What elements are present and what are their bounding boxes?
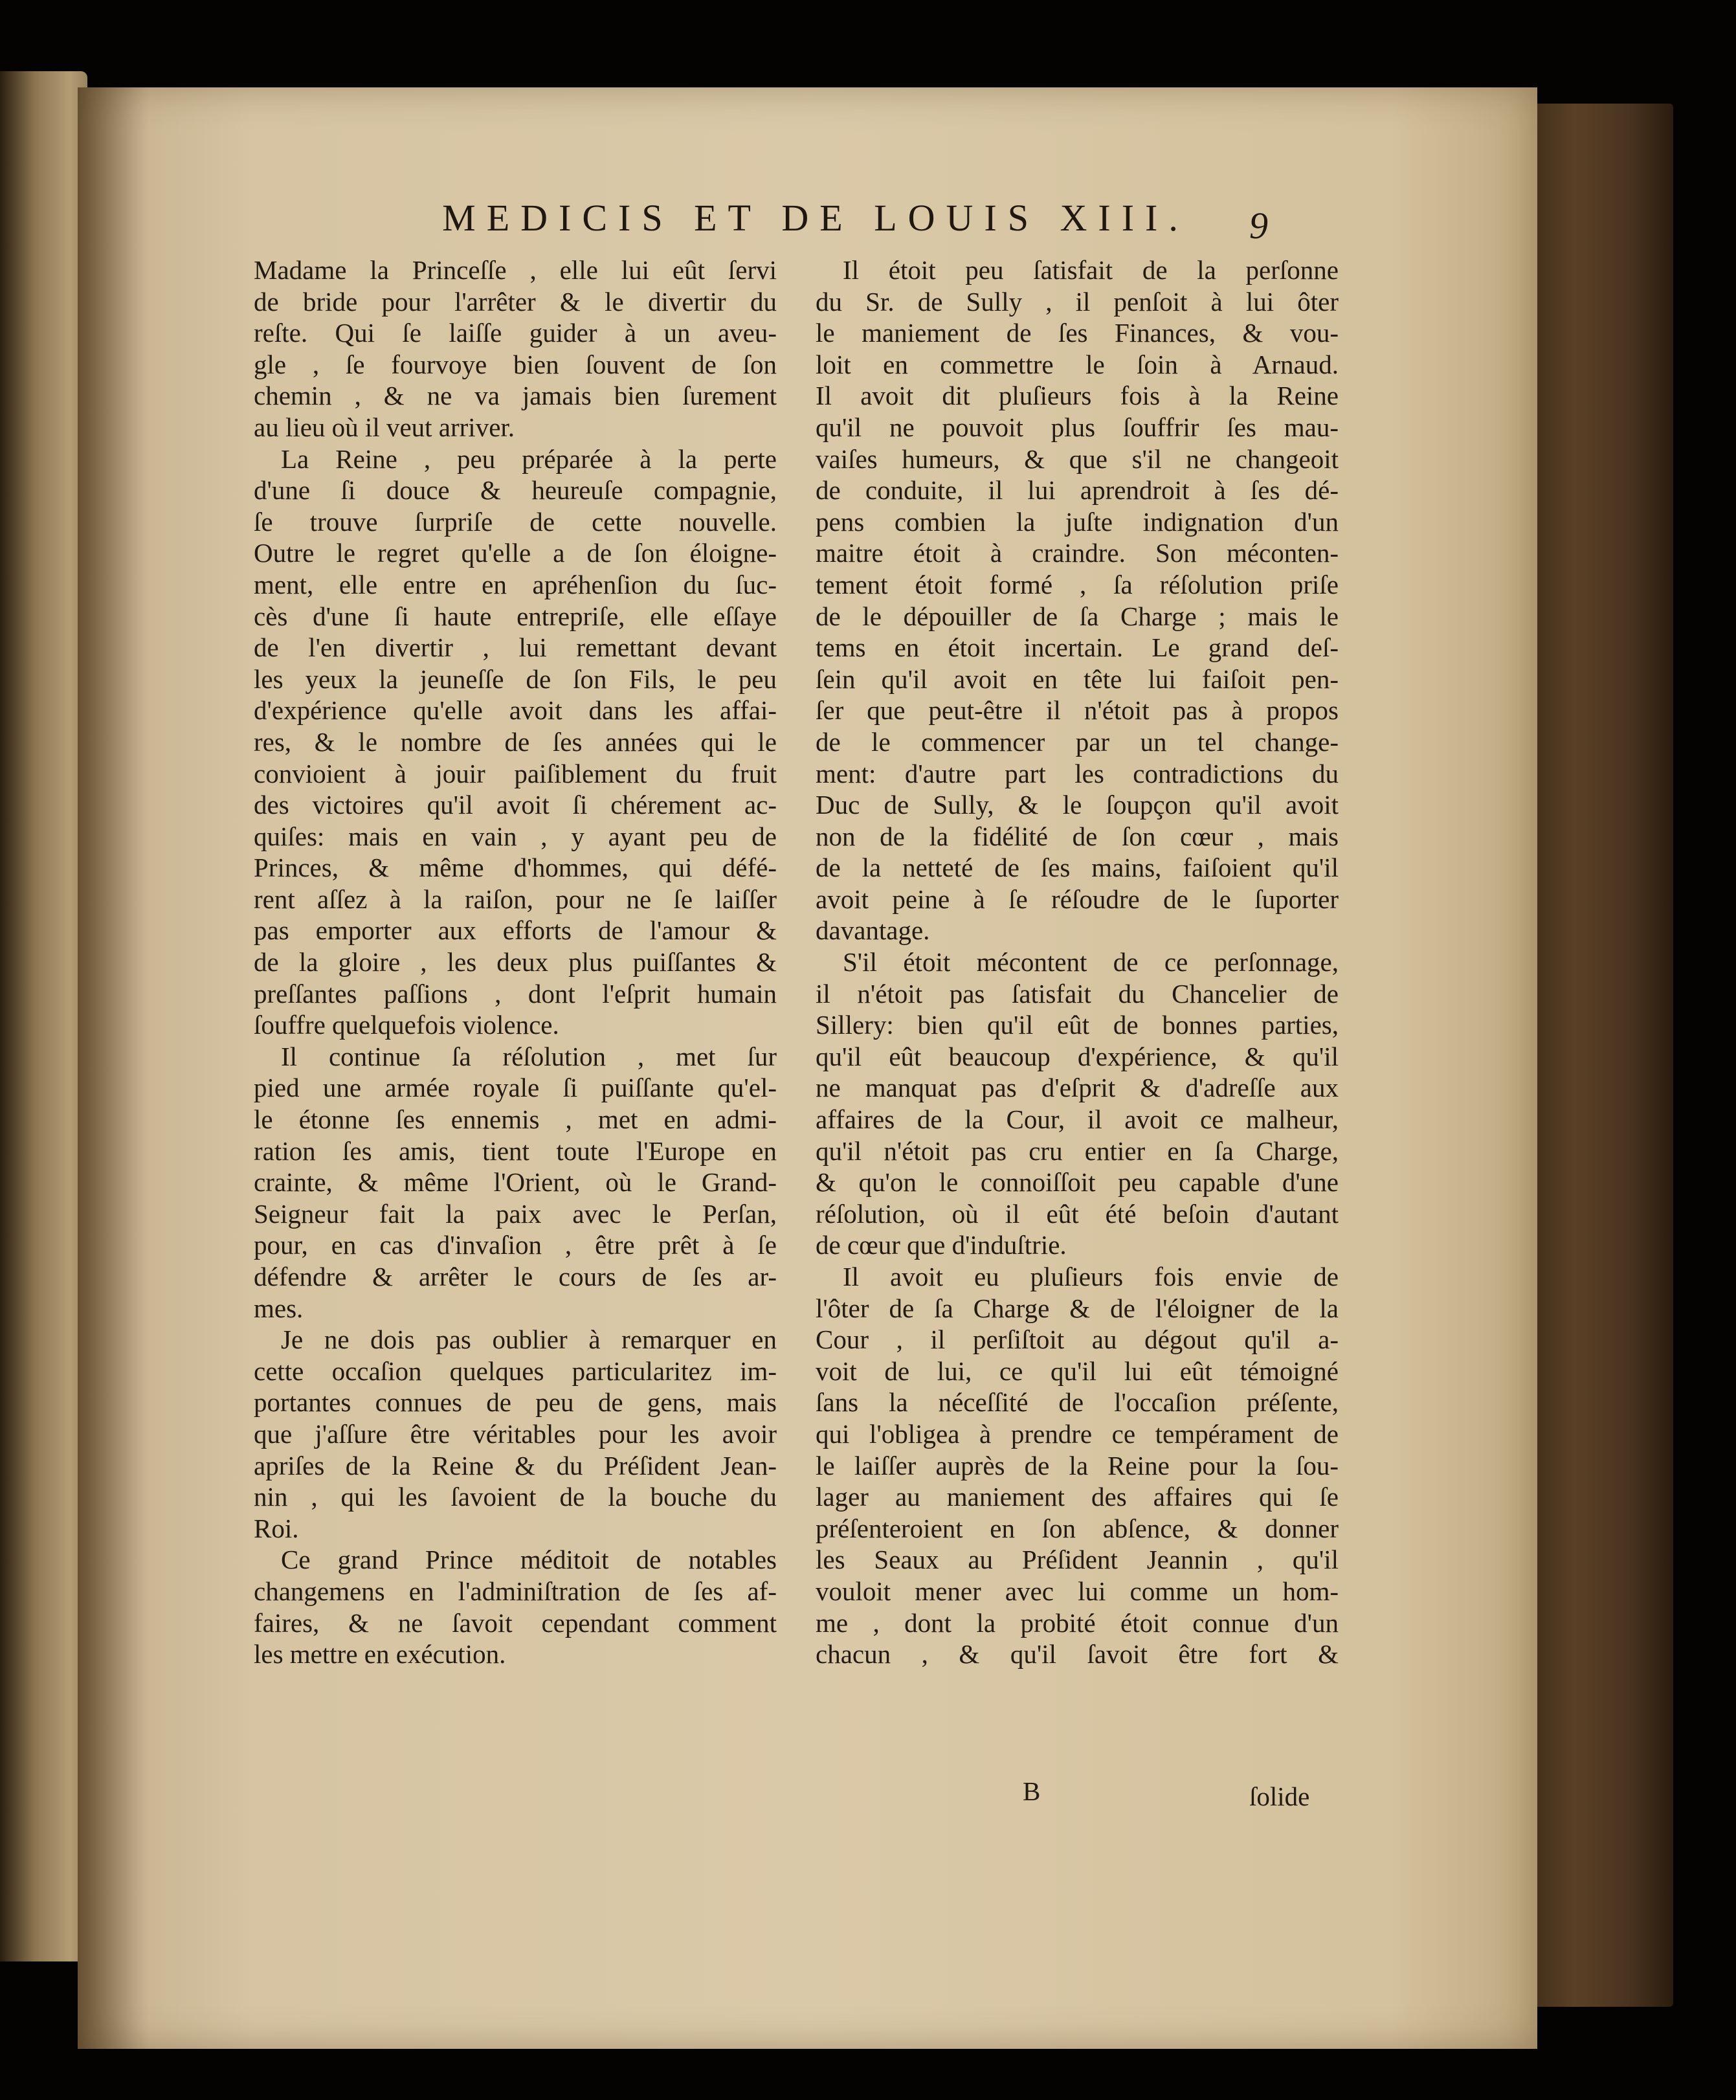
text-line: Duc de Sully, & le ſoupçon qu'il avoit (816, 790, 1339, 820)
text-line: qu'il eût beaucoup d'expérience, & qu'il (816, 1041, 1339, 1071)
text-line: des victoires qu'il avoit ſi chérement ac- (254, 790, 777, 820)
text-line: les Seaux au Préſident Jeannin , qu'il (816, 1545, 1339, 1575)
text-line: le laiſſer auprès de la Reine pour la ſou- (816, 1450, 1339, 1480)
text-line: vaiſes humeurs, & que s'il ne changeoit (816, 443, 1339, 474)
text-line: chacun , & qu'il ſavoit être fort & (816, 1639, 1339, 1670)
text-line: crainte, & même l'Orient, où le Grand- (254, 1167, 777, 1198)
book-cover-edge (1521, 104, 1673, 2007)
text-line: maitre étoit à craindre. Son méconten- (816, 538, 1339, 568)
text-line: Cour , il perſiſtoit au dégout qu'il a- (816, 1324, 1339, 1355)
text-line: Il avoit dit pluſieurs fois à la Reine (816, 381, 1339, 411)
text-line: S'il étoit mécontent de ce perſonnage, (843, 947, 1339, 977)
running-head: MEDICIS ET DE LOUIS XIII. (442, 197, 1189, 239)
text-line: de la netteté de ſes mains, faiſoient qu'il (816, 853, 1339, 883)
text-line: tems en étoit incertain. Le grand deſ- (816, 632, 1339, 663)
text-line: que j'aſſure être véritables pour les avoir (254, 1418, 777, 1449)
text-line: pens combien la juſte indignation d'un (816, 506, 1339, 537)
text-line: qu'il n'étoit pas cru entier en ſa Charge, (816, 1135, 1339, 1166)
text-line: le étonne ſes ennemis , met en admi- (254, 1104, 777, 1135)
text-line: res, & le nombre de ſes années qui le (254, 726, 777, 757)
text-line: pour, en cas d'invaſion , être prêt à ſe (254, 1230, 777, 1260)
text-line: qui l'obligea à prendre ce tempérament de (816, 1418, 1339, 1449)
text-line: Roi. (254, 1513, 299, 1543)
text-line: ſein qu'il avoit en tête lui faiſoit pen- (816, 664, 1339, 694)
text-line: qu'il ne pouvoit plus ſouffrir ſes mau- (816, 412, 1339, 442)
text-line: l'ôter de ſa Charge & de l'éloigner de la (816, 1293, 1339, 1323)
text-line: convioient à jouir paiſiblement du fruit (254, 758, 777, 788)
text-line: cès d'une ſi haute entrepriſe, elle eſſaye (254, 601, 777, 631)
text-line: cette occaſion quelques particularitez im- (254, 1356, 777, 1386)
text-line: ſe trouve ſurpriſe de cette nouvelle. (254, 506, 777, 537)
text-line: nin , qui les ſavoient de la bouche du (254, 1482, 777, 1512)
text-line: d'expérience qu'elle avoit dans les affai- (254, 695, 777, 726)
text-line: avoit peine à ſe réſoudre de le ſuporter (816, 884, 1339, 914)
text-line: pas emporter aux efforts de l'amour & (254, 915, 777, 946)
text-line: changemens en l'adminiſtration de ſes af- (254, 1576, 777, 1606)
text-line: pied une armée royale ſi puiſſante qu'el- (254, 1073, 777, 1103)
text-line: du Sr. de Sully , il penſoit à lui ôter (816, 286, 1339, 317)
text-line: ſans la néceſſité de l'occaſion préſente, (816, 1387, 1339, 1418)
text-line: de l'en divertir , lui remettant devant (254, 632, 777, 663)
text-line: d'une ſi douce & heureuſe compagnie, (254, 475, 777, 506)
text-line: loit en commettre le ſoin à Arnaud. (816, 349, 1339, 379)
text-line: Il étoit peu ſatisfait de la perſonne (843, 255, 1339, 285)
text-line: mes. (254, 1293, 304, 1323)
text-line: les yeux la jeuneſſe de ſon Fils, le peu (254, 664, 777, 694)
text-line: de bride pour l'arrêter & le divertir du (254, 286, 777, 317)
text-line: de le commencer par un tel change- (816, 726, 1339, 757)
text-line: voit de lui, ce qu'il lui eût témoigné (816, 1356, 1339, 1386)
text-line: chemin , & ne va jamais bien ſurement (254, 381, 777, 411)
text-line: réſolution, où il eût été beſoin d'autant (816, 1198, 1339, 1229)
page-gutter-shadow (78, 87, 149, 2049)
text-line: La Reine , peu préparée à la perte (281, 443, 777, 474)
text-line: ration ſes amis, tient toute l'Europe en (254, 1135, 777, 1166)
text-line: Je ne dois pas oublier à remarquer en (281, 1324, 777, 1355)
text-line: il n'étoit pas ſatisfait du Chancelier de (816, 978, 1339, 1009)
text-line: de la gloire , les deux plus puiſſantes & (254, 947, 777, 977)
text-line: Madame la Princeſſe , elle lui eût ſervi (254, 255, 777, 285)
text-line: reſte. Qui ſe laiſſe guider à un aveu- (254, 318, 777, 348)
text-line: ſer que peut-être il n'étoit pas à propos (816, 695, 1339, 726)
right-text-column (816, 254, 1339, 1670)
text-line: affaires de la Cour, il avoit ce malheur, (816, 1104, 1339, 1135)
text-line: de le dépouiller de ſa Charge ; mais le (816, 601, 1339, 631)
text-line: apriſes de la Reine & du Préſident Jean- (254, 1450, 777, 1480)
text-line: ment: d'autre part les contradictions du (816, 758, 1339, 788)
text-line: de cœur que d'induſtrie. (816, 1230, 1067, 1260)
text-line: préſenteroient en ſon abſence, & donner (816, 1513, 1339, 1543)
left-text-column (254, 254, 777, 1670)
text-line: davantage. (816, 915, 930, 946)
text-line: Il avoit eu pluſieurs fois envie de (843, 1262, 1339, 1291)
signature-mark: B (1023, 1776, 1041, 1806)
text-line: vouloit mener avec lui comme un hom- (816, 1576, 1339, 1606)
catchword: ſolide (1249, 1782, 1310, 1811)
text-line: gle , ſe fourvoye bien ſouvent de ſon (254, 349, 777, 379)
text-line: ne manquat pas d'eſprit & d'adreſſe aux (816, 1073, 1339, 1103)
text-line: défendre & arrêter le cours de ſes ar- (254, 1262, 777, 1291)
text-line: faires, & ne ſavoit cependant comment (254, 1607, 777, 1638)
text-line: non de la fidélité de ſon cœur , mais (816, 821, 1339, 851)
text-line: Outre le regret qu'elle a de ſon éloigne- (254, 538, 777, 568)
text-line: ment, elle entre en apréhenſion du ſuc- (254, 569, 777, 599)
facing-page-edge (0, 71, 87, 1961)
text-line: quiſes: mais en vain , y ayant peu de (254, 821, 777, 851)
text-line: me , dont la probité étoit connue d'un (816, 1607, 1339, 1638)
text-line: ſouffre quelquefois violence. (254, 1010, 559, 1040)
text-line: le maniement de ſes Finances, & vou- (816, 318, 1339, 348)
text-line: au lieu où il veut arriver. (254, 412, 515, 442)
text-line: preſſantes paſſions , dont l'eſprit humain (254, 978, 777, 1009)
text-line: & qu'on le connoiſſoit peu capable d'une (816, 1167, 1339, 1198)
text-line: tement étoit formé , ſa réſolution priſe (816, 569, 1339, 599)
page-number: 9 (1249, 205, 1268, 247)
text-line: lager au maniement des affaires qui ſe (816, 1482, 1339, 1512)
text-line: rent aſſez à la raiſon, pour ne ſe laiſſer (254, 884, 777, 914)
text-line: Il continue ſa réſolution , met ſur (281, 1041, 777, 1071)
text-line: de conduite, il lui aprendroit à ſes dé- (816, 475, 1339, 506)
text-line: Princes, & même d'hommes, qui défé- (254, 853, 777, 883)
text-line: Seigneur fait la paix avec le Perſan, (254, 1198, 777, 1229)
text-line: portantes connues de peu de gens, mais (254, 1387, 777, 1418)
text-line: Sillery: bien qu'il eût de bonnes parties, (816, 1010, 1339, 1040)
text-line: Ce grand Prince méditoit de notables (281, 1545, 777, 1575)
book-page (78, 87, 1537, 2049)
text-line: les mettre en exécution. (254, 1639, 506, 1670)
